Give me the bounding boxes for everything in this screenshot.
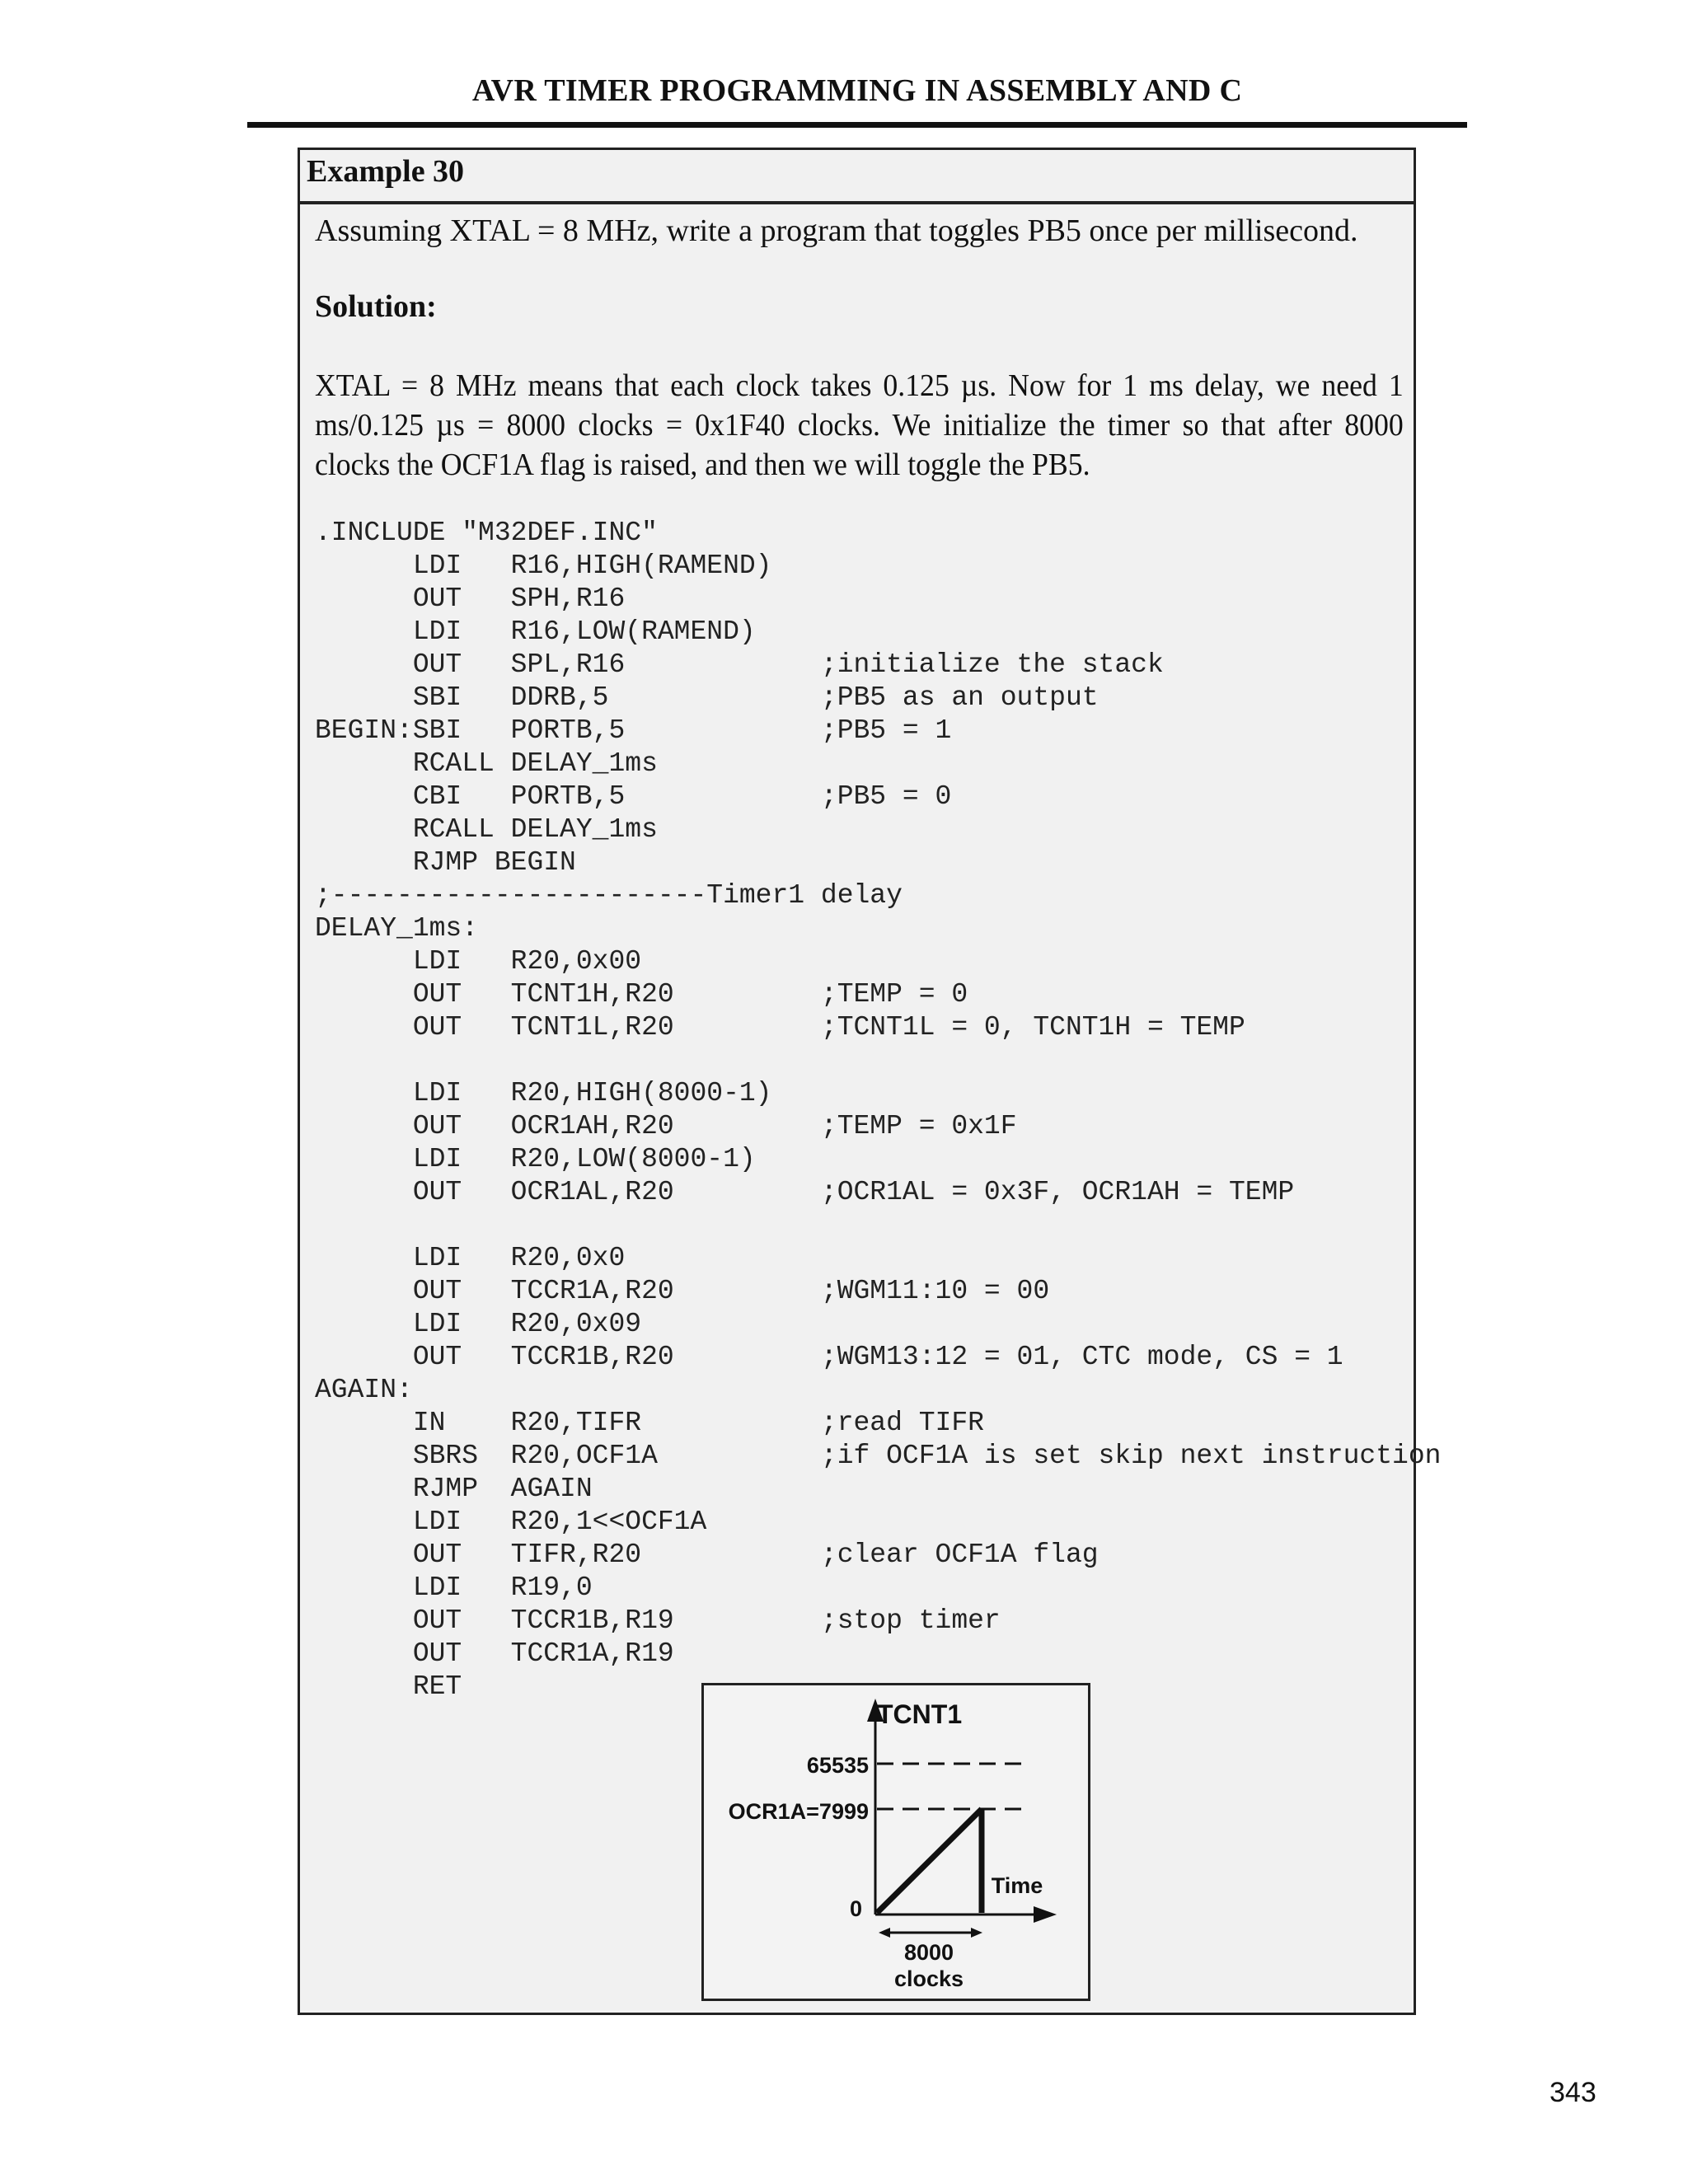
header-rule bbox=[247, 122, 1467, 128]
code-line: LDI R20,0x09 bbox=[315, 1309, 642, 1339]
code-line: OUT TIFR,R20 ;clear OCF1A flag bbox=[315, 1540, 1099, 1570]
code-line: LDI R20,0x00 bbox=[315, 946, 642, 977]
code-line: LDI R16,LOW(RAMEND) bbox=[315, 616, 756, 647]
code-line: LDI R19,0 bbox=[315, 1572, 593, 1603]
span-arrow-left bbox=[879, 1928, 890, 1938]
code-line: SBI DDRB,5 ;PB5 as an output bbox=[315, 682, 1099, 713]
code-line: OUT TCNT1L,R20 ;TCNT1L = 0, TCNT1H = TEMP bbox=[315, 1012, 1245, 1043]
code-line: OUT TCCR1A,R20 ;WGM11:10 = 00 bbox=[315, 1276, 1050, 1306]
code-line: CBI PORTB,5 ;PB5 = 0 bbox=[315, 781, 952, 812]
code-line: DELAY_1ms: bbox=[315, 913, 479, 944]
span-arrow-right bbox=[971, 1928, 982, 1938]
code-line: OUT OCR1AH,R20 ;TEMP = 0x1F bbox=[315, 1111, 1017, 1141]
max-value-label: 65535 bbox=[806, 1753, 869, 1778]
code-line: LDI R20,0x0 bbox=[315, 1243, 626, 1273]
code-line: RCALL DELAY_1ms bbox=[315, 748, 658, 779]
time-label: Time bbox=[991, 1873, 1043, 1898]
code-line: RJMP AGAIN bbox=[315, 1474, 593, 1504]
code-line: LDI R20,LOW(8000-1) bbox=[315, 1144, 756, 1174]
example-title-bar bbox=[300, 150, 1414, 204]
code-line: .INCLUDE "M32DEF.INC" bbox=[315, 518, 658, 548]
code-line: LDI R16,HIGH(RAMEND) bbox=[315, 551, 772, 581]
code-line: BEGIN:SBI PORTB,5 ;PB5 = 1 bbox=[315, 715, 952, 746]
code-line bbox=[315, 1044, 1441, 1077]
code-line: OUT OCR1AL,R20 ;OCR1AL = 0x3F, OCR1AH = TEMP bbox=[315, 1177, 1295, 1207]
code-line: LDI R20,HIGH(8000-1) bbox=[315, 1078, 772, 1108]
ocr-value-label: OCR1A=7999 bbox=[728, 1799, 869, 1824]
code-line: LDI R20,1<<OCF1A bbox=[315, 1507, 707, 1537]
code-line: ;-----------------------Timer1 delay bbox=[315, 880, 903, 911]
code-line: AGAIN: bbox=[315, 1375, 413, 1405]
code-listing bbox=[315, 517, 1441, 1704]
running-head: AVR TIMER PROGRAMMING IN ASSEMBLY AND C bbox=[471, 73, 1243, 108]
solution-explanation: XTAL = 8 MHz means that each clock takes 0.125 µs. Now for 1 ms delay, we need 1 ms/0.125 µs = 8000 clocks = 0x1F40 clocks. We initialize the timer so that after 8000 clocks the OCF1A flag is raised, and then we will toggle the PB5. bbox=[315, 368, 1404, 482]
zero-label: 0 bbox=[849, 1896, 862, 1921]
code-line: OUT TCCR1B,R19 ;stop timer bbox=[315, 1605, 1001, 1636]
timer-diagram bbox=[701, 1683, 1090, 2001]
example-title: Example 30 bbox=[307, 154, 465, 189]
code-line: OUT SPH,R16 bbox=[315, 583, 626, 614]
code-line bbox=[315, 1209, 1441, 1242]
code-line: RCALL DELAY_1ms bbox=[315, 814, 658, 845]
page-number: 343 bbox=[1550, 2077, 1597, 2108]
timer-diagram-svg bbox=[704, 1685, 1088, 1999]
code-line: SBRS R20,OCF1A ;if OCF1A is set skip next instruction bbox=[315, 1441, 1442, 1471]
code-line: OUT TCCR1A,R19 bbox=[315, 1638, 674, 1669]
x-axis-arrow bbox=[1034, 1906, 1057, 1923]
code-line: OUT SPL,R16 ;initialize the stack bbox=[315, 649, 1164, 680]
code-line: IN R20,TIFR ;read TIFR bbox=[315, 1408, 984, 1438]
code-line: OUT TCCR1B,R20 ;WGM13:12 = 01, CTC mode, CS = 1 bbox=[315, 1342, 1343, 1372]
count-ramp bbox=[877, 1809, 982, 1913]
example-box bbox=[298, 148, 1442, 2015]
problem-statement: Assuming XTAL = 8 MHz, write a program that toggles PB5 once per millisecond. bbox=[315, 213, 1358, 248]
code-line: OUT TCNT1H,R20 ;TEMP = 0 bbox=[315, 979, 968, 1010]
span-unit-label: clocks bbox=[893, 1966, 964, 1991]
solution-label: Solution: bbox=[315, 289, 437, 324]
code-line: RJMP BEGIN bbox=[315, 847, 576, 878]
y-axis-label: TCNT1 bbox=[877, 1699, 963, 1729]
span-value-label: 8000 bbox=[903, 1940, 954, 1965]
code-line: RET bbox=[315, 1671, 462, 1702]
